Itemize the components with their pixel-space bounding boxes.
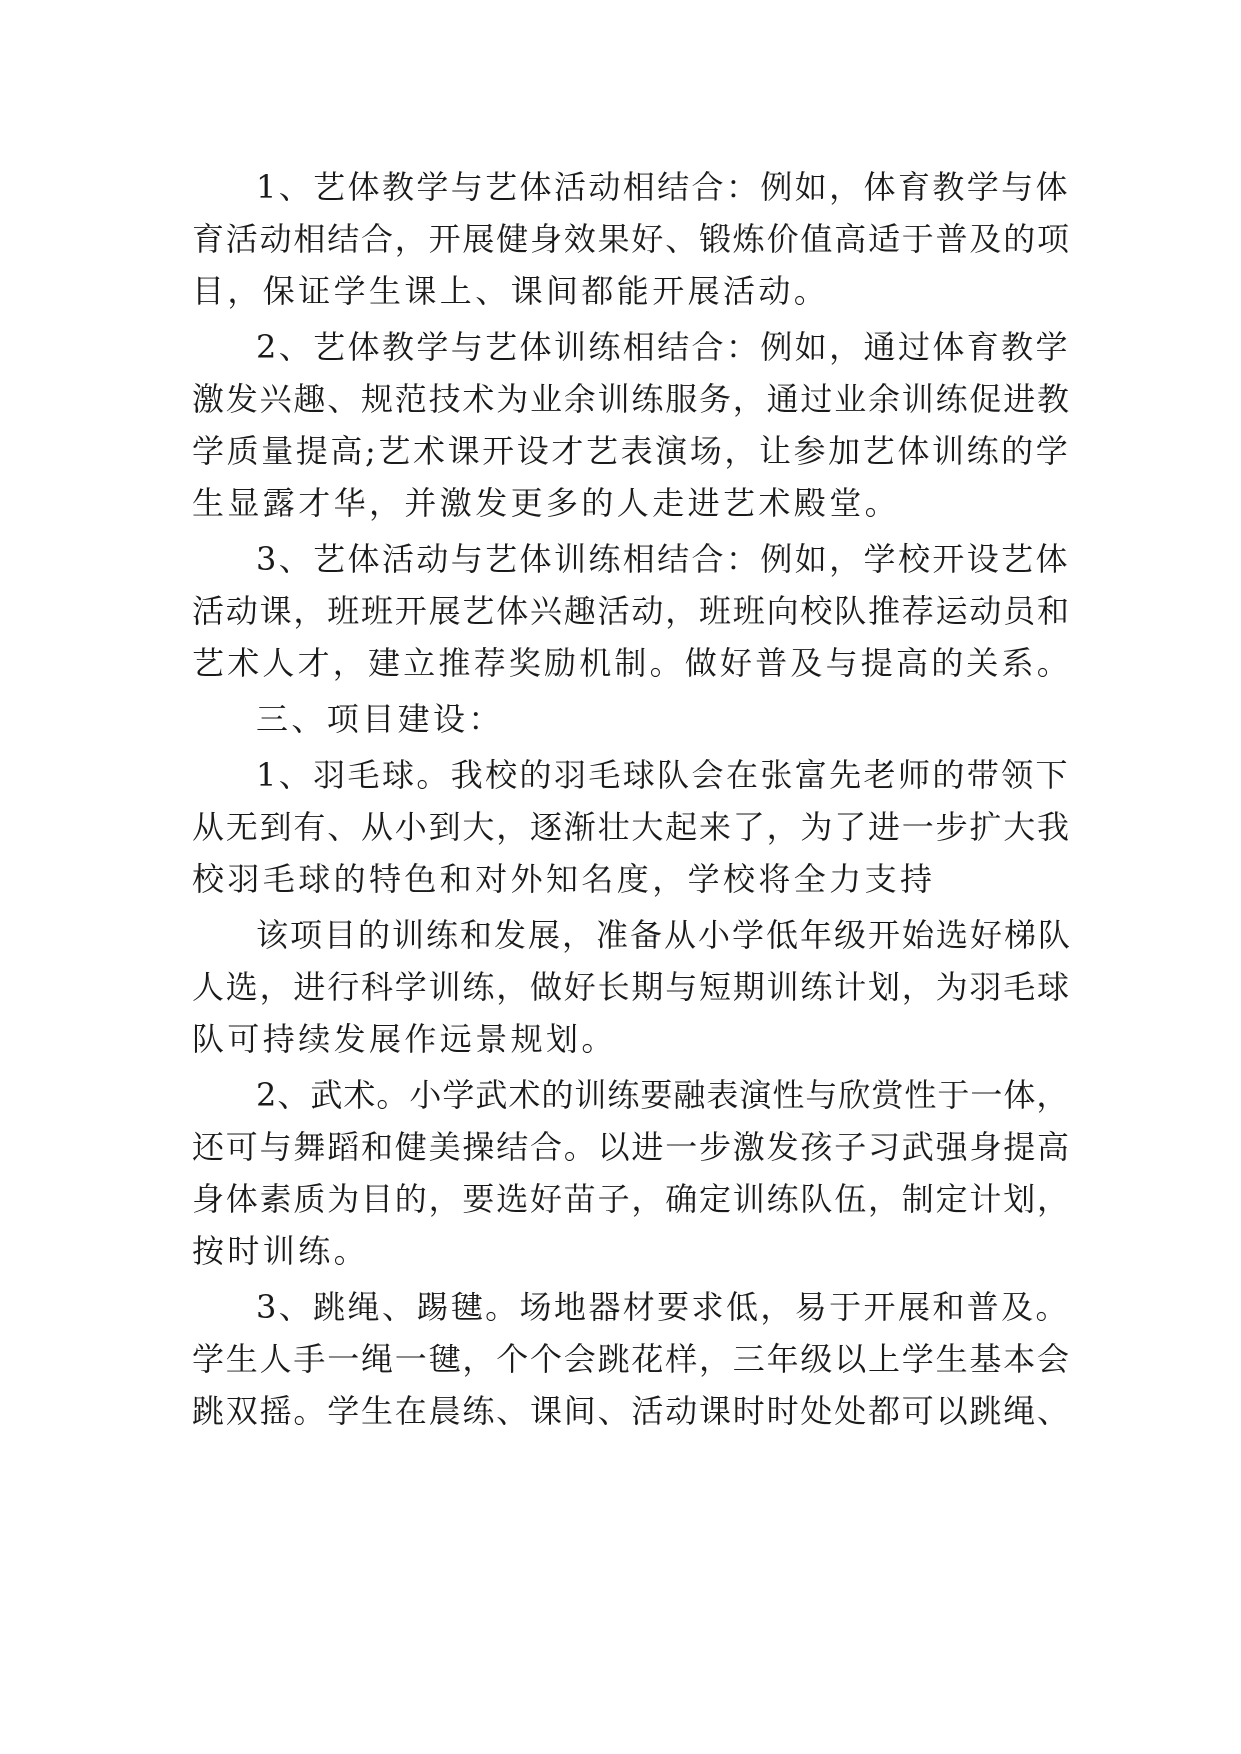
text-line: 学质量提高;艺术课开设才艺表演场，让参加艺体训练的学 xyxy=(192,432,1071,470)
section-heading: 三、项目建设： xyxy=(256,700,504,738)
text-line: 育活动相结合，开展健身效果好、锻炼价值高适于普及的项 xyxy=(192,220,1071,258)
text-line: 还可与舞蹈和健美操结合。以进一步激发孩子习武强身提高 xyxy=(192,1128,1071,1166)
text-line: 身体素质为目的，要选好苗子，确定训练队伍，制定计划， xyxy=(192,1180,1071,1218)
text-line: 从无到有、从小到大，逐渐壮大起来了，为了进一步扩大我 xyxy=(192,808,1071,846)
text-line: 3、艺体活动与艺体训练相结合：例如，学校开设艺体 xyxy=(256,540,1070,578)
text-line: 跳双摇。学生在晨练、课间、活动课时时处处都可以跳绳、 xyxy=(192,1392,1071,1430)
text-line: 3、跳绳、踢毽。场地器材要求低，易于开展和普及。 xyxy=(256,1288,1070,1326)
text-line: 校羽毛球的特色和对外知名度，学校将全力支持 xyxy=(192,860,936,898)
text-line: 目，保证学生课上、课间都能开展活动。 xyxy=(192,272,830,310)
text-line: 队可持续发展作远景规划。 xyxy=(192,1020,617,1058)
text-line: 学生人手一绳一毽，个个会跳花样，三年级以上学生基本会 xyxy=(192,1340,1071,1378)
text-line: 生显露才华，并激发更多的人走进艺术殿堂。 xyxy=(192,484,901,522)
text-line: 活动课，班班开展艺体兴趣活动，班班向校队推荐运动员和 xyxy=(192,592,1071,630)
text-line: 艺术人才，建立推荐奖励机制。做好普及与提高的关系。 xyxy=(192,644,1073,682)
text-line: 2、艺体教学与艺体训练相结合：例如，通过体育教学 xyxy=(256,328,1070,366)
text-line: 2、武术。小学武术的训练要融表演性与欣赏性于一体， xyxy=(256,1076,1070,1114)
text-line: 1、羽毛球。我校的羽毛球队会在张富先老师的带领下 xyxy=(256,756,1070,794)
text-line: 该项目的训练和发展，准备从小学低年级开始选好梯队 xyxy=(256,916,1073,954)
text-line: 人选，进行科学训练，做好长期与短期训练计划，为羽毛球 xyxy=(192,968,1071,1006)
text-line: 激发兴趣、规范技术为业余训练服务，通过业余训练促进教 xyxy=(192,380,1071,418)
text-line: 按时训练。 xyxy=(192,1232,370,1270)
text-line: 1、艺体教学与艺体活动相结合：例如，体育教学与体 xyxy=(256,168,1070,206)
